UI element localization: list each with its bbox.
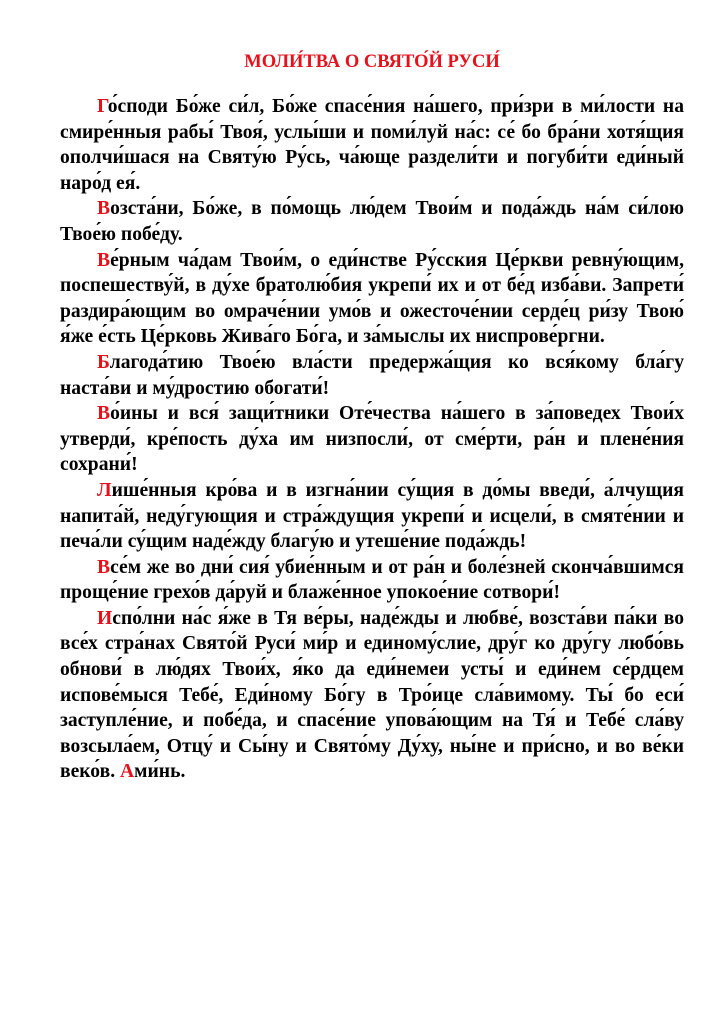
paragraph-initial: Г [97,96,108,117]
prayer-paragraph-4 [60,350,684,401]
paragraph-initial: В [97,403,111,425]
closing-initial: А [120,761,135,783]
paragraph-text: спо́лни на́с я́же в Тя ве́ры, наде́жды и любве́, возста́ви па́ки во все́х стра́нах Свято́й Руси́ ми́р и единому́слие, дру́г ко дру́гу любо́вь обнови́ в лю́дях Твои́х, я́ко да еди́немеи усты́ и еди́нем се́рдцем испове́мыся Тебе́, Еди́ному Бо́гу в Тро́ице сла́вимому. Ты́ бо еси́ заступле́ние, и побе́да, и спасе́ние упова́ющим на Тя́ и Тебе́ сла́ву возсыла́ем, Отцу́ и Сы́ну и Свято́му Ду́ху, ны́не и при́сно, и во ве́ки веко́в. [60,607,684,783]
paragraph-text: е́рным ча́дам Твои́м, о еди́нстве Ру́сския Це́ркви ревну́ющим, поспешеству́й, в ду́хе братолю́бия укрепи́ их и от бе́д изба́ви. Запрети́ раздира́ющим во омраче́нии умо́в и ожесточе́нии серде́ц ри́зу Твою́ я́же е́сть Це́рковь Жива́го Бо́га, и за́мыслы их ниспрове́ргни. [60,249,684,348]
paragraph-text: се́м же во дни́ сия́ убие́нным и от ра́н и боле́зней сконча́вшимся проще́ние грехо́в да́руй и блаже́нное упокое́ние сотвори́! [60,556,684,604]
paragraph-initial: В [97,198,111,220]
paragraph-initial: Б [97,351,110,373]
prayer-paragraph-5 [60,401,684,478]
paragraph-initial: В [97,249,111,271]
prayer-paragraph-6 [60,478,684,555]
paragraph-initial: Л [97,479,112,501]
closing-text: ми́нь. [134,761,186,783]
prayer-paragraph-1 [60,94,684,196]
paragraph-text: озста́ни, Бо́же, в по́мощь лю́дем Твои́м и пода́ждь на́м си́лою Твое́ю побе́ду. [60,198,684,245]
prayer-paragraph-3 [60,248,684,350]
paragraph-initial: В [97,556,111,578]
paragraph-text: лагода́тию Твое́ю вла́сти предержа́щия ко вся́кому бла́гу наста́ви и му́дростию обогати́! [60,351,684,399]
paragraph-text: о́споди Бо́же си́л, Бо́же спасе́ния на́шего, при́зри в ми́лости на смире́нныя рабы́ Твоя́, услы́ши и поми́луй на́с: се́ бо бра́ни хотя́щия ополчи́шася на Святу́ю Ру́сь, ча́юще раздели́ти и погуби́ти еди́ный наро́д ея́. [60,96,684,194]
paragraph-initial: И [97,607,113,629]
paragraph-text: ише́нныя кро́ва и в изгна́нии су́щия в до́мы введи́, а́лчущия напита́й, неду́гующия и стра́ждущия укрепи́ и исцели́, в смяте́нии и печа́ли су́щим наде́жду благу́ю и утеше́ние пода́ждь! [60,479,684,553]
page-title: МОЛИ́ТВА О СВЯТО́Й РУСИ́ [244,52,500,72]
paragraph-text: о́ины и вся́ защи́тники Оте́чества на́шего в за́поведех Твои́х утверди́, кре́пость ду́ха им низпосли́, от сме́рти, ра́н и плене́ния сохрани́! [60,403,684,476]
prayer-paragraph-8 [60,606,684,785]
prayer-paragraph-7 [60,555,684,606]
prayer-paragraph-2 [60,196,684,247]
